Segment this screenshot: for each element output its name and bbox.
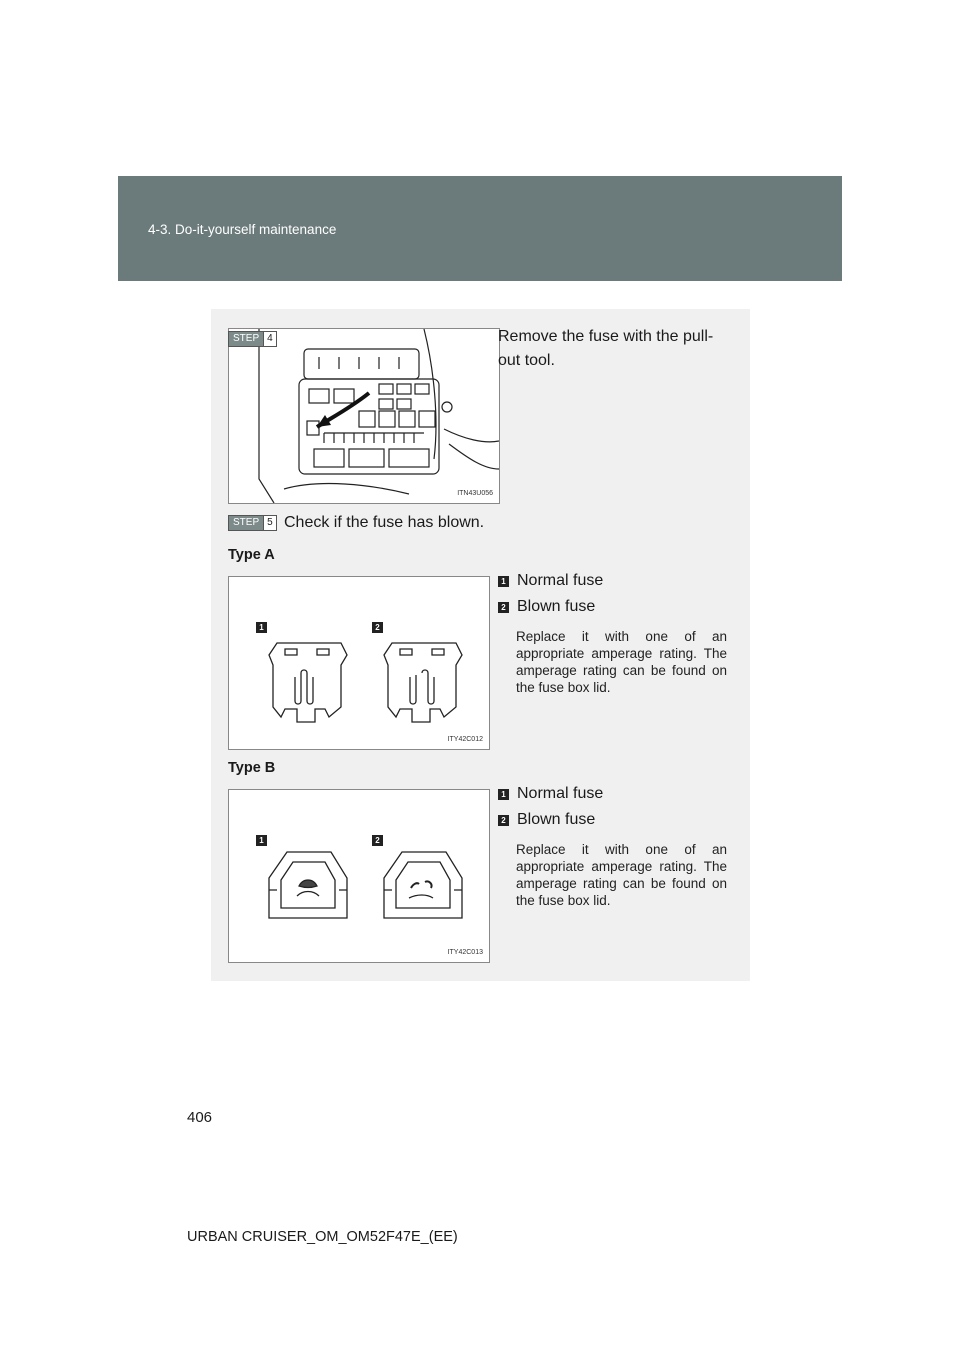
figure-code: ITY42C013: [447, 949, 483, 956]
type-a-fuse-illustration: [228, 576, 490, 750]
marker-2: 2: [372, 622, 383, 633]
page-number: 406: [187, 1109, 213, 1126]
type-b-fuse-illustration: [228, 789, 490, 963]
marker-2: 2: [372, 835, 383, 846]
type-a-note: Replace it with one of an appropriate amperage rating. The amperage rating can be found on the fuse box lid.: [516, 629, 727, 695]
legend-number-1: 1: [498, 789, 509, 800]
step-label: STEP: [229, 516, 263, 530]
legend-label-blown-fuse: Blown fuse: [517, 598, 596, 615]
figure-code: ITN43U056: [457, 490, 493, 497]
legend-label-normal-fuse: Normal fuse: [517, 785, 604, 802]
legend-number-2: 2: [498, 602, 509, 613]
step-4-instruction: Remove the fuse with the pull-out tool.: [498, 328, 714, 369]
legend-number-2: 2: [498, 815, 509, 826]
step-4-badge: [228, 331, 277, 347]
step-5-badge: [228, 515, 277, 531]
legend-label-blown-fuse: Blown fuse: [517, 811, 596, 828]
fuse-box-drawing: [229, 329, 499, 503]
legend-label-normal-fuse: Normal fuse: [517, 572, 604, 589]
footer-document-code: URBAN CRUISER_OM_OM52F47E_(EE): [187, 1229, 458, 1245]
step-number: 5: [263, 516, 276, 530]
step-label: STEP: [229, 332, 263, 346]
type-a-fuses-drawing: [229, 577, 489, 749]
type-b-note: Replace it with one of an appropriate amperage rating. The amperage rating can be found on the fuse box lid.: [516, 842, 727, 908]
type-b-fuses-drawing: [229, 790, 489, 962]
figure-code: ITY42C012: [447, 736, 483, 743]
type-a-heading: Type A: [228, 547, 275, 563]
marker-1: 1: [256, 835, 267, 846]
marker-1: 1: [256, 622, 267, 633]
section-title: 4-3. Do-it-yourself maintenance: [148, 222, 337, 237]
legend-number-1: 1: [498, 576, 509, 587]
step-number: 4: [263, 332, 276, 346]
step-5-instruction: Check if the fuse has blown.: [284, 514, 485, 531]
type-b-heading: Type B: [228, 760, 276, 776]
fuse-box-illustration: [228, 328, 500, 504]
